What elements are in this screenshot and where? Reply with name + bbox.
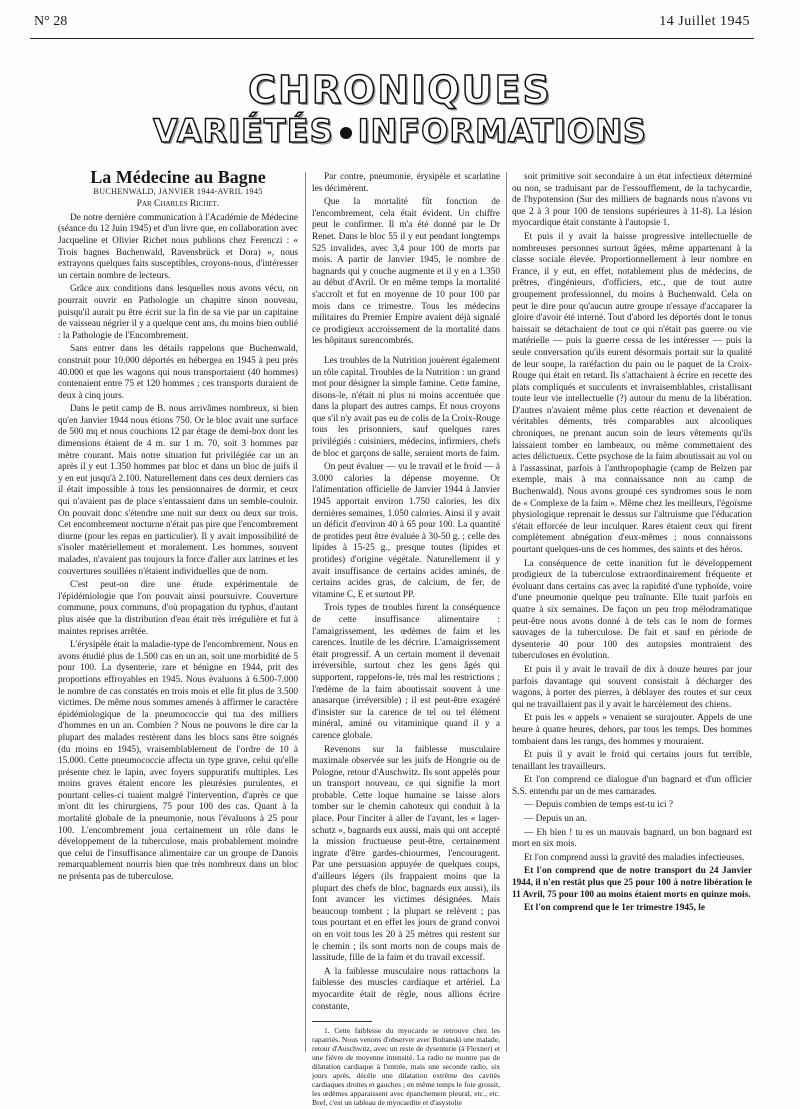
paragraph: soit primitive soit secondaire à un état infectieux déterminé ou non, se traduisant par de l'essoufflement, de la tachycardie, de l'hypotension (Sur des milliers de bagnards nous n'avons vu que 2 à 3 pour 100 de tensions supérieures à 11-8). La lésion myocardique était constante à l'autopsie 1. <box>512 172 752 229</box>
article-subtitle: BUCHENWALD, JANVIER 1944-AVRIL 1945 <box>93 186 263 196</box>
footnote-rule <box>312 1021 372 1022</box>
paragraph: Et l'on comprend que le 1er trimestre 1945, le <box>524 903 706 914</box>
paragraph: Et puis il y avait le travail de dix à douze heures par jour parfois davantage qui souvent consistait à décharger des wagons, à porter des pierres, à déblayer des routes et sur ceux qui ne travaillaient pas il y avait le harcèlement des chiens. <box>512 664 752 710</box>
paragraph: Grâce aux conditions dans lesquelles nous avons vécu, on pourrait ouvrir en Pathologie un chapitre sinon nouveau, puisqu'il aurait pu être écrit sur la fin de sa vie par un capitaine de vaisseau négrier il y a quelque cent ans, du moins bien oublié : la Pathologie de l'Encombrement. <box>58 284 298 341</box>
issue-date: 14 Juillet 1945 <box>659 14 750 29</box>
paragraph: A la faiblesse musculaire nous rattachons la faiblesse des muscles cardiaque et artériel. La myocardite était de règle, nous allions écrire constante, <box>312 966 500 1012</box>
paragraph: C'est peut-on dire une étude expérimentale de l'épidémiologie que l'on pouvait ainsi poursuivre. Couverture commune, poux communs, d'où propagation du typhus, d'autant plus aisée que la distribution d'eau était très irrégulière et fut à maintes reprises arrêtée. <box>58 580 298 637</box>
paragraph: Dans le petit camp de B. nous arrivâmes nombreux, si bien qu'en Janvier 1944 nous étions 750. Or le bloc avait une surface de 500 mq et nous couchions 12 par étage de demi-box dont les dimensions étaient de 4 m. sur 1 m. 70, soit 3 hommes par mètre courant. Mais notre situation fut privilégiée car un an après il y eut 1.350 hommes par bloc et dans un bloc de juifs il y en eut jusqu'à 2.100. Naturellement dans ces deux derniers cas il était impossible à tous les pensionnaires de dormir, et ceux qui n'avaient pas de place s'entassaient dans un semble-couloir. On pouvait donc s'étendre une nuit sur deux ou deux sur trois. Cet encombrement nocturne n'était pas pire que l'encombrement diurne (pour les repas en particulier). Il y avait impossibilité de s'isoler matériellement et moralement. Les hommes, souvent malades, n'avaient pas toujours la force d'aller aux latrines et les couvertures souillées n'étaient individuelles que de nom. <box>58 404 298 577</box>
section-title-varietes-informations <box>0 112 800 150</box>
issue-number: N° 28 <box>34 14 68 29</box>
paragraph: Et l'on comprend que de notre transport du 24 Janvier 1944, il n'en restât plus que 25 pour 100 à notre libération le 11 Avril, 75 pour 100 au moins étaient morts en quinze mois. <box>512 866 752 900</box>
paragraph: Et puis il y avait la baisse progressive intellectuelle de nombreuses personnes surtout âgées, même appartenant à la classe sociale élevée. Proportionnellement à leur nombre en France, il y eut, en effet, notablement plus de médecins, de prêtres, d'ingénieurs, d'officiers, etc., que de tout autre groupement professionnel, du moins à Buchenwald. Cela on peut le dire pour qu'aucun autre groupe n'essaye d'accaparer la gloire d'avoir été interné. Tout d'abord les déportés dont le tonus baissait se détachaient de tout ce qui n'était pas guerre ou vie matérielle — puis la guerre cessa de les intéresser — puis la seule conversation qu'ils eurent désormais portait sur la qualité de leur soupe, la raréfaction du pain ou le paquet de la Croix-Rouge qui était en retard. Ils s'attachaient à écrire en recette des plats compliqués et succulents et invraisemblables, cristallisant toute leur vie intellectuelle (?) autour du menu de la libération. D'autres n'avaient même plus cette réaction et devenaient de véritables déments, très comparables aux alcooliques chroniques, ne prenant aucun soin de leurs vêtements qu'ils laissaient tomber en lambeaux, ou même commettaient des actes délictueux. Cette psychose de la faim aboutissait au vol ou à l'assassinat, parfois à l'anthropophagie (camp de Belzen par exemple, mais à ma connaissance non au camp de Buchenwald). Nous avons groupé ces syndromes sous le nom de « Complexe de la faim ». Même chez les meilleurs, l'égoïsme physiologique reprenait le dessus sur l'altruisme que l'éducation s'était efforcée de leur inculquer. Rares étaient ceux qui firent complètement abnégation d'eux-mêmes ; nous connaissons pourtant quelques-uns de ces hommes, des saints et des héros. <box>512 231 752 555</box>
dialogue-line: — Depuis combien de temps est-tu ici ? <box>524 800 673 811</box>
paragraph: Et puis il y avait le froid qui certains jours fut terrible, tenaillant les travailleurs. <box>512 750 752 772</box>
footnote: 1. Cette faiblesse du myocarde se retrouve chez les rapatriés. Nous venons d'observer avec Boltanski une malade, retour d'Auschwitz, avec un reste de dysenterie (à Flexner) et une fièvre de moyenne intensité. La radio ne montre pas de dilatation cardiaque à l'entrée, mais une seconde radio, six jours après, décèle une dilatation extrême des cavités cardiaques droites et gauches ; en même temps le foie grossit, les œdèmes apparaissent avec épanchement pleural, etc., etc. Bref, c'est un tableau de myocardite et d'asystolie <box>312 1026 500 1108</box>
title-varietes: VARIÉTÉS <box>153 112 334 150</box>
dialogue-line: — Eh bien ! tu es un mauvais bagnard, un bon bagnard est mort en six mois. <box>512 827 752 850</box>
paragraph: Et l'on comprend ce dialogue d'un bagnard et d'un officier S.S. entendu par un de mes camarades. <box>512 775 752 797</box>
page-header <box>34 14 750 34</box>
paragraph: La conséquence de cette inanition fut le développement prodigieux de la tuberculose extraordinairement fréquente et évoluant dans certains cas avec la rapidité d'une typhoïde, voire d'une pneumonie quelque peu traînante. Elle tuait parfois en quatre à six semaines. De façon un peu trop mélodramatique peut-être nous avons donné à de tels cas le nom de formes sauvages de la tuberculose. De fait et sauf en période de dysenterie 40 pour 100 des autopsies montraient des tuberculoses en évolution. <box>512 558 752 662</box>
paragraph: Et puis les « appels » venaient se surajouter. Appels de une heure à quatre heures, dehors, par tous les temps. Des hommes tombaient dans les rangs, des hommes y mouraient. <box>512 713 752 747</box>
column-divider-2 <box>506 172 507 1052</box>
dialogue-line: — Depuis un an. <box>524 814 588 825</box>
paragraph: Les troubles de la Nutrition jouèrent également un rôle capital. Troubles de la Nutrition : un grand mot pour désigner la simple famine. Cette famine, disons-le, n'était ni plus ni moins accentuée que dans la plupart des autres camps. Et nous croyons que s'il n'y avait pas eu de colis de la Croix-Rouge tous les prisonniers, sauf quelques rares privilégiés : cuisiniers, médecins, infirmiers, chefs de bloc et garçons de salle, seraient morts de faim. <box>312 355 500 459</box>
paragraph: De notre dernière communication à l'Académie de Médecine (séance du 12 Juin 1945) et d'un livre que, en collaboration avec Jacqueline et Olivier Richet nous publions chez Ferenczi : « Trois bagnes Buchenwald, Ravensbrück et Dora) », nous extrayons quelques faits susceptibles, croyons-nous, d'intéresser un certain nombre de lecteurs. <box>58 212 298 281</box>
column-3 <box>512 172 752 917</box>
section-title-chroniques: CHRONIQUES <box>248 68 552 112</box>
title-informations: INFORMATIONS <box>357 112 647 150</box>
paragraph: Trois types de troubles furent la conséquence de cette insuffisance alimentaire : l'amaigrissement, les œdèmes de faim et les carences. Inutile de les décrire. L'amaigrissement était progressif. A un certain moment il devenait irréversible, surtout chez les gens âgés qui supportent, rappelons-le, très mal les restrictions ; l'œdème de la faim aboutissait souvent à une anasarque (irréversible) ; il est peut-être exagéré d'insister sur la carence de tel ou tel élément minéral, aminé ou vitaminique quand il y a carence globale. <box>312 603 500 741</box>
bullet-dot-icon <box>340 127 352 139</box>
paragraph: Par contre, pneumonie, érysipèle et scarlatine les décimèrent. <box>312 172 500 194</box>
article-title: La Médecine au Bagne <box>90 167 266 187</box>
column-divider-1 <box>305 172 306 1052</box>
paragraph: Que la mortalité fût fonction de l'encombrement, cela était évident. Un chiffre peut le confirmer. Il m'a été donné par le Dr Renet. Dans le bloc 55 il y eut pendant longtemps 525 invalides, avec 3,4 pour 100 de morts par mois. A partir de Janvier 1945, le nombre de bagnards qui y couche augmente et il y en a 1.350 au début d'Avril. Or en même temps la mortalité s'accroît et fut en moyenne de 10 pour 100 par mois dans ce trimestre. Tous les médecins militaires du Premier Empire avaient déjà signalé ce prodigieux accroissement de la mortalité dans les hôpitaux surencombrés. <box>312 197 500 347</box>
header-rule <box>30 38 754 39</box>
paragraph: On peut évaluer — vu le travail et le froid — à 3.000 calories la dépense moyenne. Or l'alimentation officielle de Janvier 1944 à Janvier 1945 apportait environ 1.750 calories, les dix dernières semaines, 1.050 calories. Ainsi il y avait un déficit d'environ 40 à 65 pour 100. La quantité de protides peut être évaluée à 30-50 g. ; celle des lipides à 15-25 g., presque toutes (lipides et protides) d'origine végétale. Naturellement il y avait insuffisance de certains acides aminés, de certains acides gras, de calcium, de fer, de vitamine C, E et surtout PP. <box>312 462 500 600</box>
paragraph: Sans entrer dans les détails rappelons que Buchenwald, construit pour 10.000 déportés en hébergea en 1945 à peu près 40.000 et que les wagons qui nous transportaient (40 hommes) contenaient entre 75 et 120 hommes ; ces transports duraient de deux à cinq jours. <box>58 344 298 401</box>
paragraph: Et l'on comprend aussi la gravité des maladies infectieuses. <box>524 852 745 863</box>
paragraph: Revenons sur la faiblesse musculaire maximale observée sur les juifs de Hongrie ou de Pologne, retour d'Auschwitz. Ils sont appelés pour un transport nouveau, ce qui signifie la mort probable. Cette loque humaine se laisse alors tomber sur le chemin cahoteux qui conduit à la place. Pour l'inciter à aller de l'avant, les « lager-schutz », bagnards eux aussi, mais qui ont accepté la mission fructueuse peut-être, certainement ingrate d'être gardes-chiourmes, l'encouragent. Par une persuasion appuyée de quelques coups, d'ailleurs légers (ils frappaient moins que la plupart des chefs de bloc, bagnards eux aussi), ils font avancer les victimes désignées. Mais beaucoup tombent ; la plupart se relèvent ; pas tous pourtant et en effet les jours de grand convoi on en voit tous les 20 à 25 mètres qui restent sur le chemin ; ils sont morts non de coups mais de lassitude, fille de la faim et du travail excessif. <box>312 744 500 964</box>
column-2 <box>312 172 500 1109</box>
paragraph: L'érysipèle était la maladie-type de l'encombrement. Nous en avons étudié plus de 1.500 cas en un an, soit une morbidité de 5 pour 100. La dysenterie, rare et bénigne en 1944, prit des proportions effroyables en 1945. Nous évaluons à 6.500-7.000 le nombre de cas constatés en trois mois et elle fit plus de 3.500 victimes. De même nous sommes amenés à affirmer le caractère épidémiologique de la pneumococcie qui tua des milliers d'hommes en un an. Combien ? Nous ne pouvons le dire car la plupart des malades restèrent dans les blocs sans être soignés (du moins en 1945), vraisemblablement de l'ordre de 10 à 15.000. Cette pneumococcie affecta un type grave, celui qu'elle présente chez le lapin, avec foyers suppuratifs multiples. Les moins graves étaient encore les pleurésies purulentes, et pourtant celles-ci tuaient malgré l'intervention, d'après ce que m'ont dit les chirurgiens, 75 pour 100 des cas. Quant à la mortalité globale de la pneumonie, nous l'évaluons à 25 pour 100. L'encombrement joua certainement un rôle dans le développement de la tuberculose, mais probablement moindre que celui de l'insuffisance alimentaire car un groupe de Danois remarquablement nourris bien que très nombreux dans un bloc ne présenta pas de tuberculose. <box>58 640 298 883</box>
column-1 <box>58 167 298 886</box>
article-byline: Par Charles Richet. <box>136 199 220 210</box>
